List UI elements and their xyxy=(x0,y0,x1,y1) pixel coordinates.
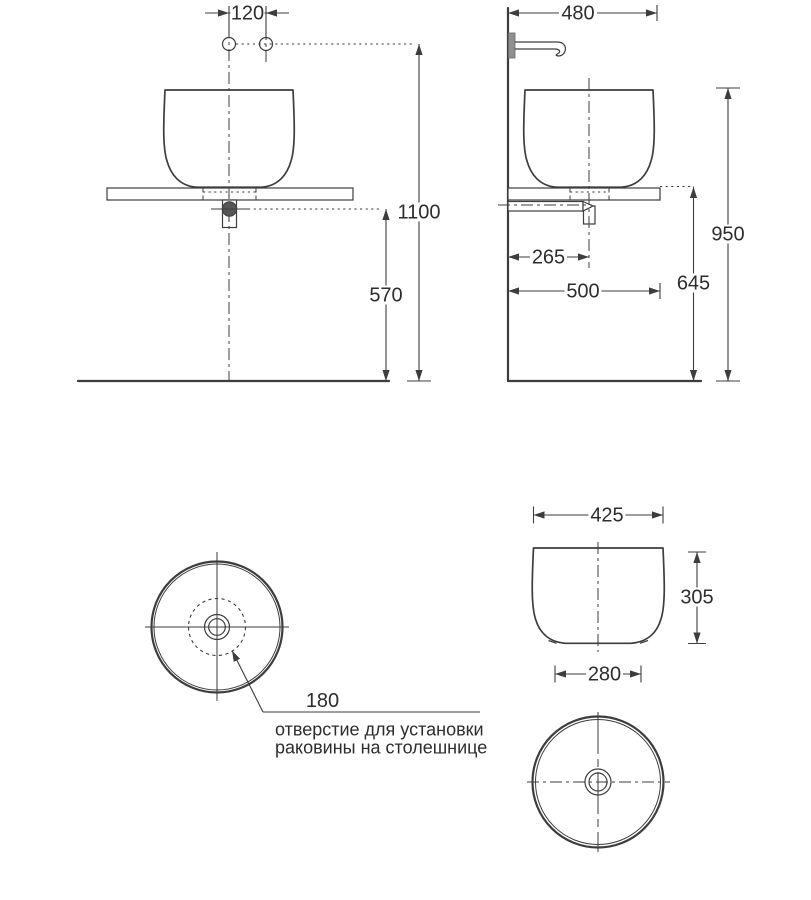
dim-counter-height-label: 645 xyxy=(676,272,711,295)
counter-shelf-front xyxy=(107,188,353,200)
dim-total-height xyxy=(397,44,442,381)
dim-siphon-height-label: 570 xyxy=(369,284,403,307)
wall-faucet xyxy=(509,33,566,58)
dim-siphon-height xyxy=(367,209,405,381)
dim-cutout-diameter-label: 180 xyxy=(305,690,340,712)
dim-basin-height xyxy=(679,552,716,644)
dim-counter-depth-label: 500 xyxy=(566,280,600,303)
dim-top-width xyxy=(534,505,664,527)
dim-drain-offset-label: 265 xyxy=(531,246,566,269)
faucet-wall-plate xyxy=(509,33,516,58)
counter-cutout-top-view xyxy=(145,552,487,758)
cutout-leader xyxy=(232,651,480,713)
dim-basin-height-label: 305 xyxy=(680,586,714,609)
dim-depth xyxy=(508,3,657,25)
wall-bracket-rail xyxy=(508,202,583,212)
dim-depth-label: 480 xyxy=(561,2,595,25)
side-view xyxy=(498,3,747,382)
dim-hole-spacing-label: 120 xyxy=(230,2,265,25)
counter-shelf-side xyxy=(508,188,660,200)
dim-base-width-label: 280 xyxy=(587,663,622,686)
dim-base-width xyxy=(555,664,641,686)
dim-drain-offset xyxy=(508,247,589,269)
dim-counter-depth xyxy=(508,281,660,303)
dim-top-width-label: 425 xyxy=(590,504,624,527)
dim-counter-height xyxy=(675,187,712,381)
cutout-note-line2: раковины на столешнице xyxy=(275,737,488,758)
dim-rim-height-label: 950 xyxy=(711,223,745,246)
dim-total-height-label: 1100 xyxy=(397,201,441,224)
front-view xyxy=(78,3,442,382)
basin-front-view xyxy=(532,505,715,686)
cutout-note-line1: отверстие для установки xyxy=(275,719,484,740)
basin-top-view xyxy=(527,712,670,852)
faucet-spout-inner xyxy=(515,49,560,52)
dim-hole-spacing xyxy=(205,3,289,37)
dim-rim-height xyxy=(710,88,747,381)
